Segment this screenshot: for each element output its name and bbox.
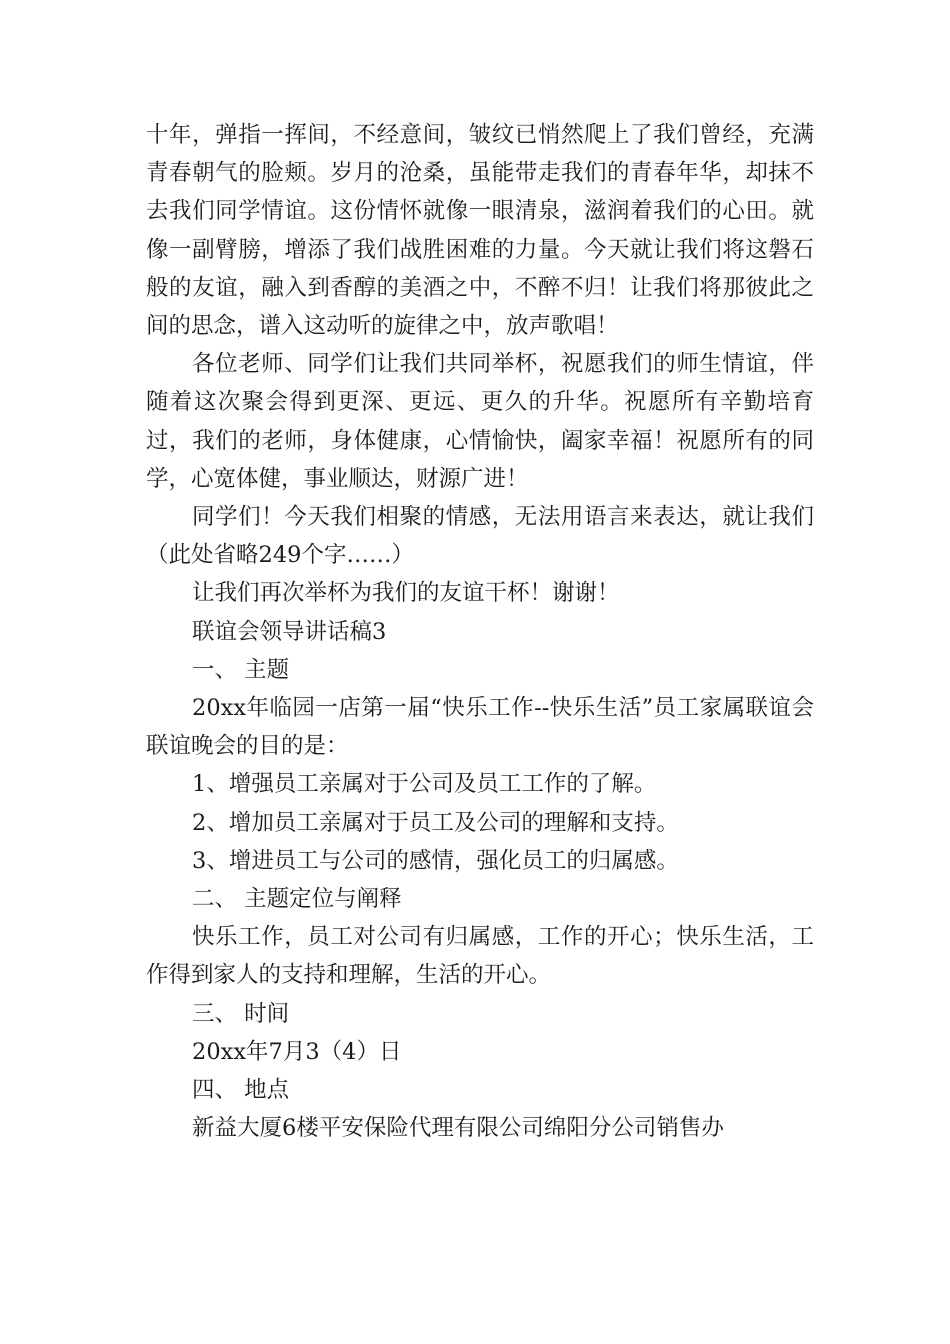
heading-theme: 一、 主题 [192, 656, 290, 683]
paragraph-classmates-feelings: 同学们！今天我们相聚的情感，无法用语言来表达，就让我们（此处省略249个字……） [146, 504, 814, 569]
heading-time: 三、 时间 [192, 1000, 290, 1027]
paragraph-closing-toast: 让我们再次举杯为我们的友谊干杯！谢谢！ [192, 580, 620, 607]
heading-location: 四、 地点 [192, 1077, 290, 1104]
document-body [146, 116, 814, 1147]
list-item-purpose-2: 2、增加员工亲属对于员工及公司的理解和支持。 [192, 809, 679, 836]
paragraph-location: 新益大厦6楼平安保险代理有限公司绵阳分公司销售办 [192, 1115, 724, 1142]
paragraph-toast-wishes: 各位老师、同学们让我们共同举杯，祝愿我们的师生情谊，伴随着这次聚会得到更深、更远、更久的升华。祝愿所有辛勤培育过，我们的老师，身体健康，心情愉快，阖家幸福！祝愿所有的同学，心宽体健，事业顺达，财源广进！ [146, 351, 814, 492]
paragraph-theme-explanation: 快乐工作，员工对公司有归属感，工作的开心；快乐生活，工作得到家人的支持和理解，生活的开心。 [146, 924, 814, 989]
paragraph-date: 20xx年7月3（4）日 [192, 1038, 402, 1065]
section-title: 联谊会领导讲话稿3 [192, 618, 387, 645]
list-item-purpose-3: 3、增进员工与公司的感情，强化员工的归属感。 [192, 847, 679, 874]
list-item-purpose-1: 1、增强员工亲属对于公司及员工工作的了解。 [192, 771, 657, 798]
paragraph-event-purpose: 20xx年临园一店第一届“快乐工作--快乐生活”员工家属联谊会 联谊晚会的目的是： [146, 695, 814, 760]
paragraph-reunion-memories: 十年，弹指一挥间，不经意间，皱纹已悄然爬上了我们曾经，充满青春朝气的脸颊。岁月的沧桑，虽能带走我们的青春年华，却抹不去我们同学情谊。这份情怀就像一眼清泉，滋润着我们的心田。就像一副臂膀，增添了我们战胜困难的力量。今天就让我们将这磐石般的友谊，融入到香醇的美酒之中，不醉不归！让我们将那彼此之间的思念，谱入这动听的旋律之中，放声歌唱！ [146, 122, 814, 340]
heading-theme-positioning: 二、 主题定位与阐释 [192, 886, 402, 913]
